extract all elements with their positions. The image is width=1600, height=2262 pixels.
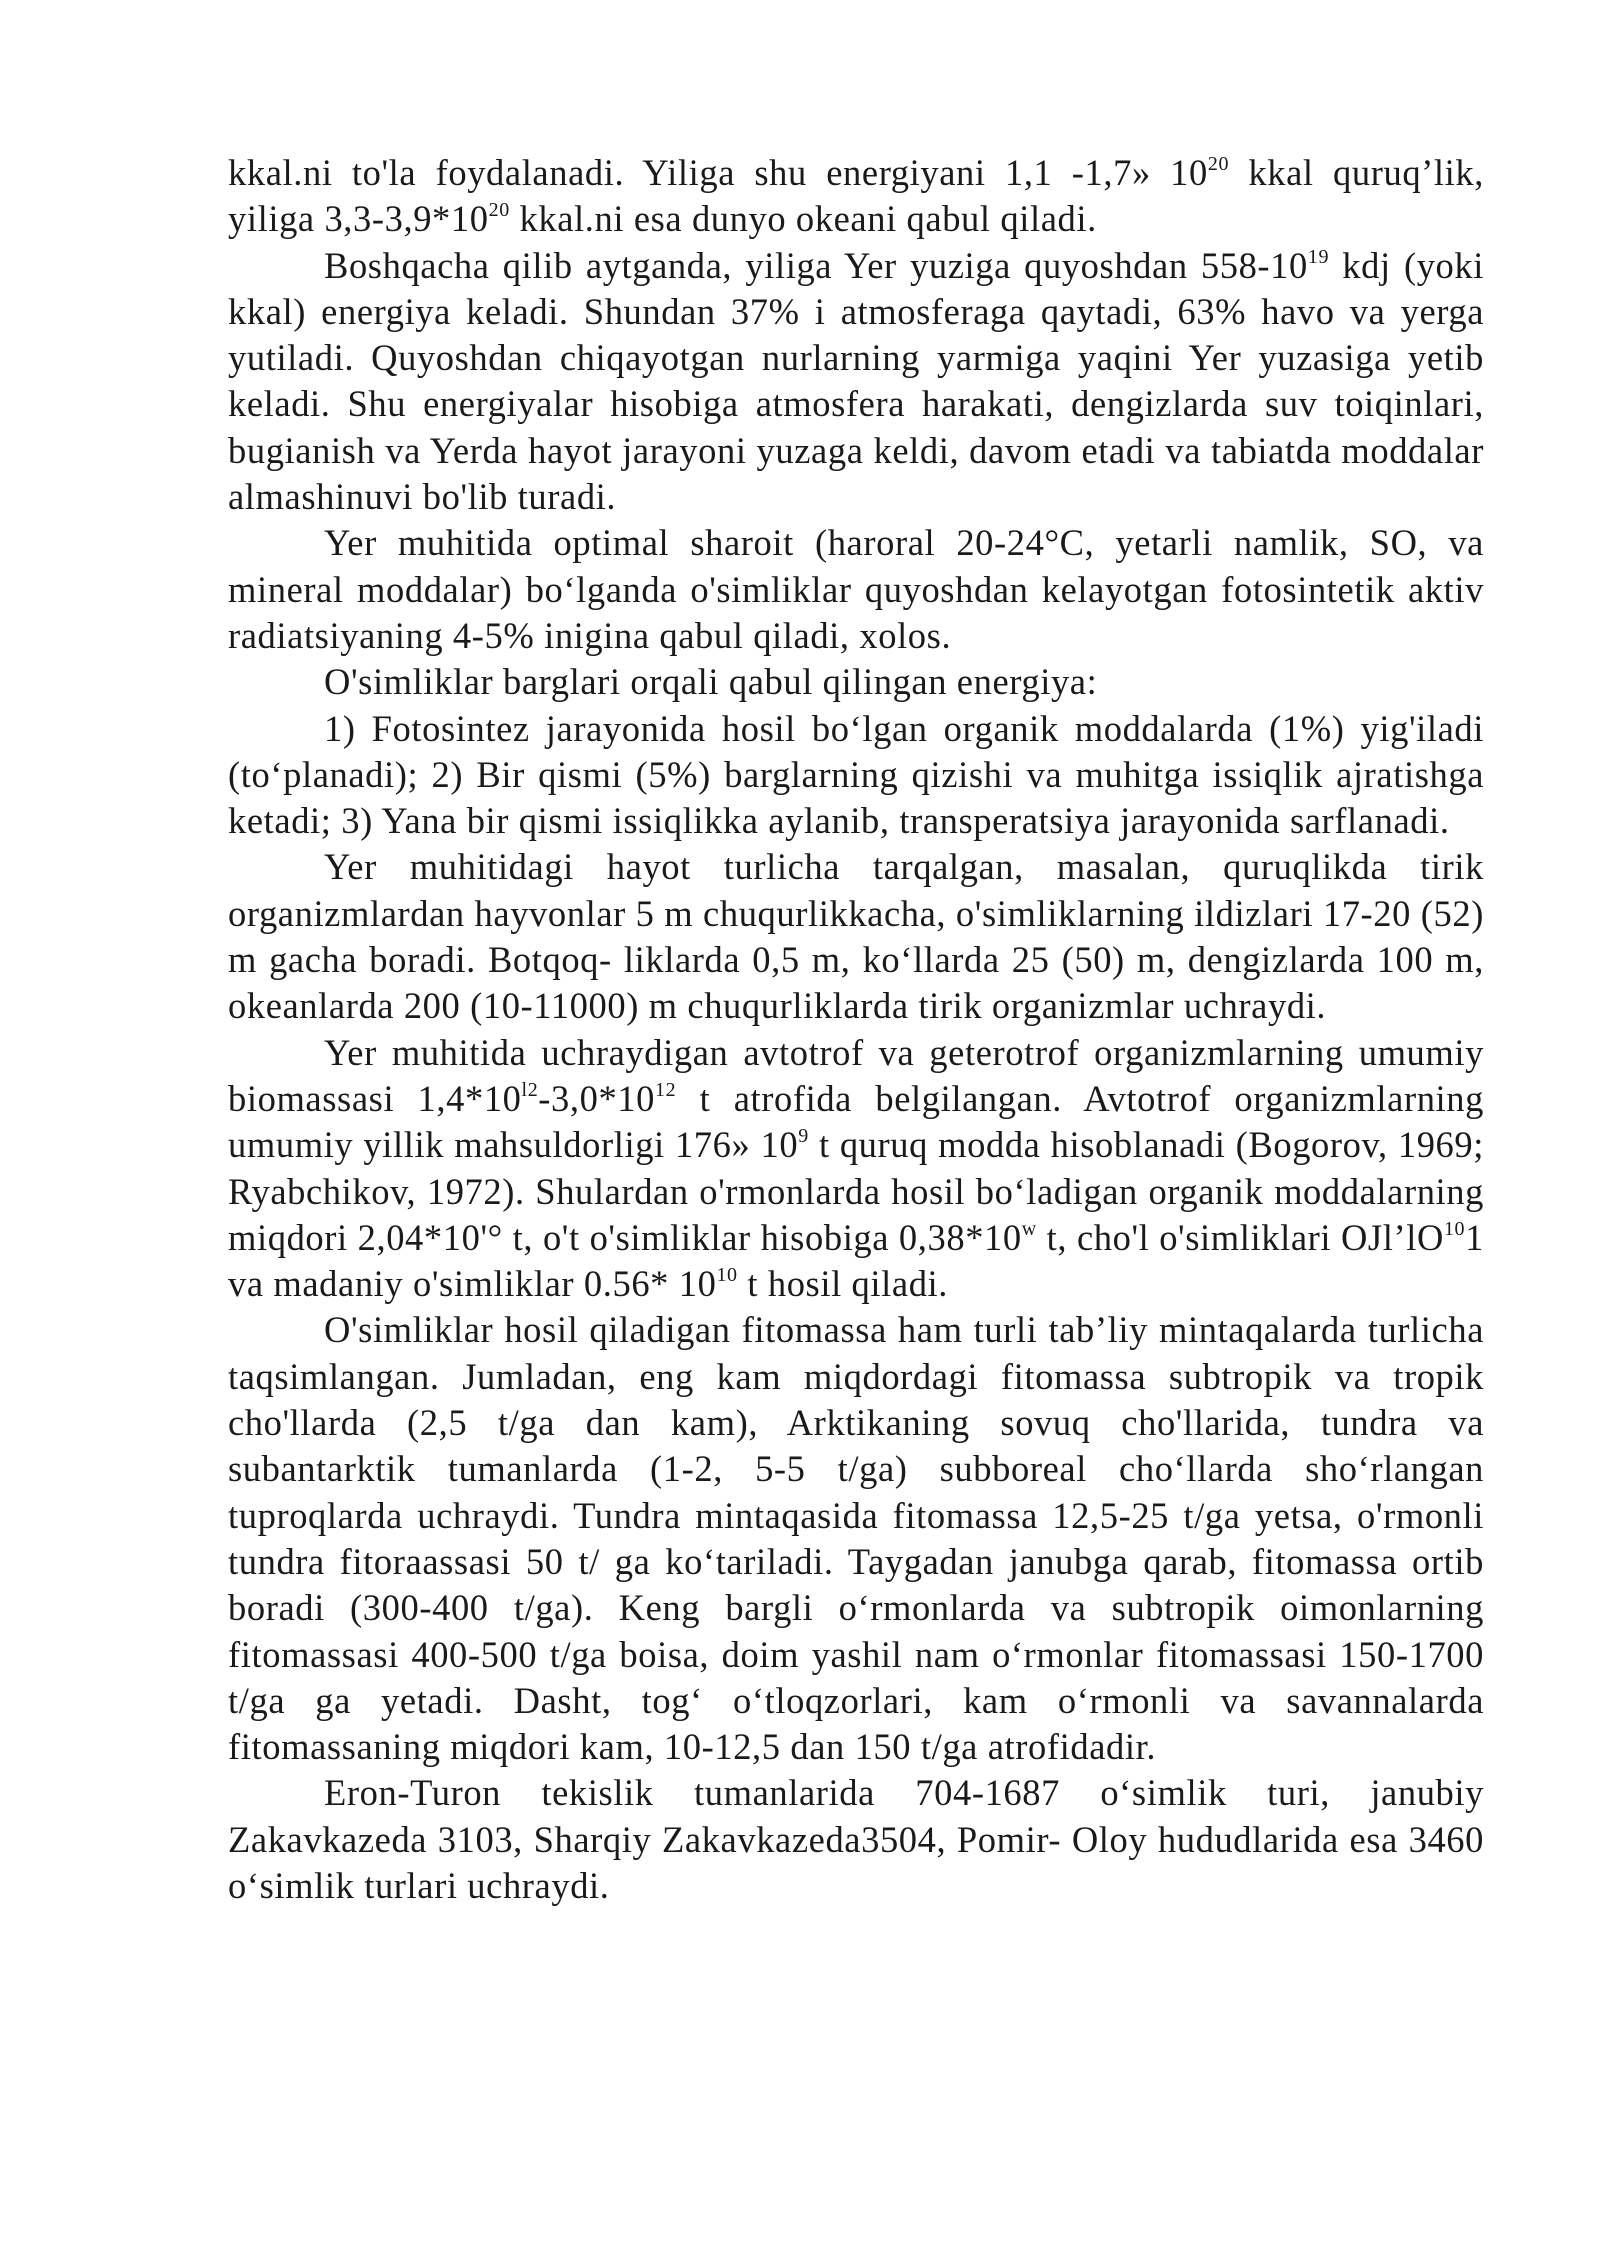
document-page — [228, 150, 1484, 1909]
paragraph — [228, 1770, 1484, 1909]
paragraph — [228, 706, 1484, 845]
text-run: Yer muhitida uchraydigan avtotrof va geterotrof organizmlarning umumiy biomassasi 1,4*10 — [228, 1031, 1484, 1119]
text-run: kdj (yoki kkal) energiya keladi. Shundan 37% i atmosferaga qaytadi, 63% havo va yerga yutiladi. Quyoshdan chiqayotgan nurlarning yarmiga yaqini Yer yuzasiga yetib keladi. Shu energiyalar hisobiga atmosfera harakati, dengizlarda suv toiqinlari, bugianish va Yerda hayot jarayoni yuzaga keldi, davom etadi va tabiatda moddalar almashinuvi bo'lib turadi. — [228, 244, 1484, 518]
superscript-exponent: w — [1021, 1217, 1037, 1240]
text-run: kkal.ni esa dunyo okeani qabul qiladi. — [509, 198, 1097, 240]
superscript-exponent: 20 — [488, 199, 510, 222]
text-run: t atrofida belgilangan. Avtotrof organizmlarning umumiy yillik mahsuldorligi 176» 10 — [228, 1077, 1484, 1166]
text-run: 1 va madaniy o'simliklar 0.56* 10 — [228, 1216, 1484, 1305]
superscript-exponent: 12 — [655, 1078, 677, 1101]
paragraph — [228, 520, 1484, 659]
paragraph — [228, 243, 1484, 521]
text-run: t quruq modda hisoblanadi (Bogorov, 1969; Ryabchikov, 1972). Shulardan o'rmonlarda hosil bo‘ladigan organik moddalarning miqdori 2,04*10'° t, o't o'simliklar hisobiga 0,38*10 — [228, 1124, 1484, 1258]
paragraph — [228, 659, 1484, 705]
paragraph — [228, 1030, 1484, 1308]
text-run: Eron-Turon tekislik tumanlarida 704-1687 o‘simlik turi, janubiy Zakavkazeda 3103, Sharqiy Zakavkazeda3504, Pomir- Oloy hududlarida esa 3460 o‘simlik turlari uchraydi. — [228, 1772, 1484, 1906]
superscript-exponent: 9 — [798, 1125, 809, 1148]
text-run: t, cho'l o'simliklari OJl’lO — [1036, 1216, 1444, 1258]
superscript-exponent: 10 — [716, 1264, 738, 1287]
text-run: O'simliklar barglari orqali qabul qilingan energiya: — [324, 661, 1098, 703]
superscript-exponent: 19 — [1307, 245, 1330, 268]
superscript-exponent: l2 — [521, 1078, 539, 1101]
superscript-exponent: 20 — [1207, 153, 1230, 175]
text-run: 1) Fotosintez jarayonida hosil bo‘lgan organik moddalarda (1%) yig'iladi (to‘planadi); 2) Bir qismi (5%) barglarning qizishi va muhitga issiqlik ajratishga ketadi; 3) Yana bir qismi issiqlikka aylanib, transperatsiya jarayonida sarflanadi. — [228, 707, 1484, 842]
text-run: kkal.ni to'la foydalanadi. Yiliga shu energiyani 1,1 -1,7» 10 — [228, 152, 1208, 193]
text-run: kkal quruq’lik, yiliga 3,3-3,9*10 — [228, 152, 1484, 240]
text-run: -3,0*10 — [538, 1077, 656, 1119]
text-run: t hosil qiladi. — [737, 1263, 949, 1305]
superscript-exponent: 10 — [1443, 1217, 1466, 1240]
text-run: Boshqacha qilib aytganda, yiliga Yer yuziga quyoshdan 558-10 — [324, 244, 1308, 286]
text-run: Yer muhitida optimal sharoit (haroral 20-24°C, yetarli namlik, SO, va mineral moddalar) bo‘lganda o'simliklar quyoshdan kelayotgan fotosintetik aktiv radiatsiyaning 4-5% inigina qabul qiladi, xolos. — [228, 522, 1484, 656]
paragraph — [228, 150, 1484, 243]
paragraph — [228, 1307, 1484, 1770]
text-run: O'simliklar hosil qiladigan fitomassa ham turli tab’liy mintaqalarda turlicha taqsimlangan. Jumladan, eng kam miqdordagi fitomassa subtropik va tropik cho'llarda (2,5 t/ga dan kam), Arktikaning sovuq cho'llarida, tundra va subantarktik tumanlarda (1-2, 5-5 t/ga) subboreal cho‘llarda sho‘rlangan tuproqlarda uchraydi. Tundra mintaqasida fitomassa 12,5-25 t/ga yetsa, o'rmonli tundra fitoraassasi 50 t/ ga ko‘tariladi. Taygadan janubga qarab, fitomassa ortib boradi (300-400 t/ga). Keng bargli o‘rmonlarda va subtropik oimonlarning fitomassasi 400-500 t/ga boisa, doim yashil nam o‘rmonlar fitomassasi 150-1700 t/ga ga yetadi. Dasht, tog‘ o‘tloqzorlari, kam o‘rmonli va savannalarda fitomassaning miqdori kam, 10-12,5 dan 150 t/ga atrofidadir. — [228, 1309, 1484, 1768]
text-run: Yer muhitidagi hayot turlicha tarqalgan, masalan, quruqlikda tirik organizmlardan hayvonlar 5 m chuqurlikkacha, o'simliklarning ildizlari 17-20 (52) m gacha boradi. Botqoq- liklarda 0,5 m, ko‘llarda 25 (50) m, dengizlarda 100 m, okeanlarda 200 (10-11000) m chuqurliklarda tirik organizmlar uchraydi. — [228, 846, 1484, 1027]
paragraph — [228, 844, 1484, 1029]
